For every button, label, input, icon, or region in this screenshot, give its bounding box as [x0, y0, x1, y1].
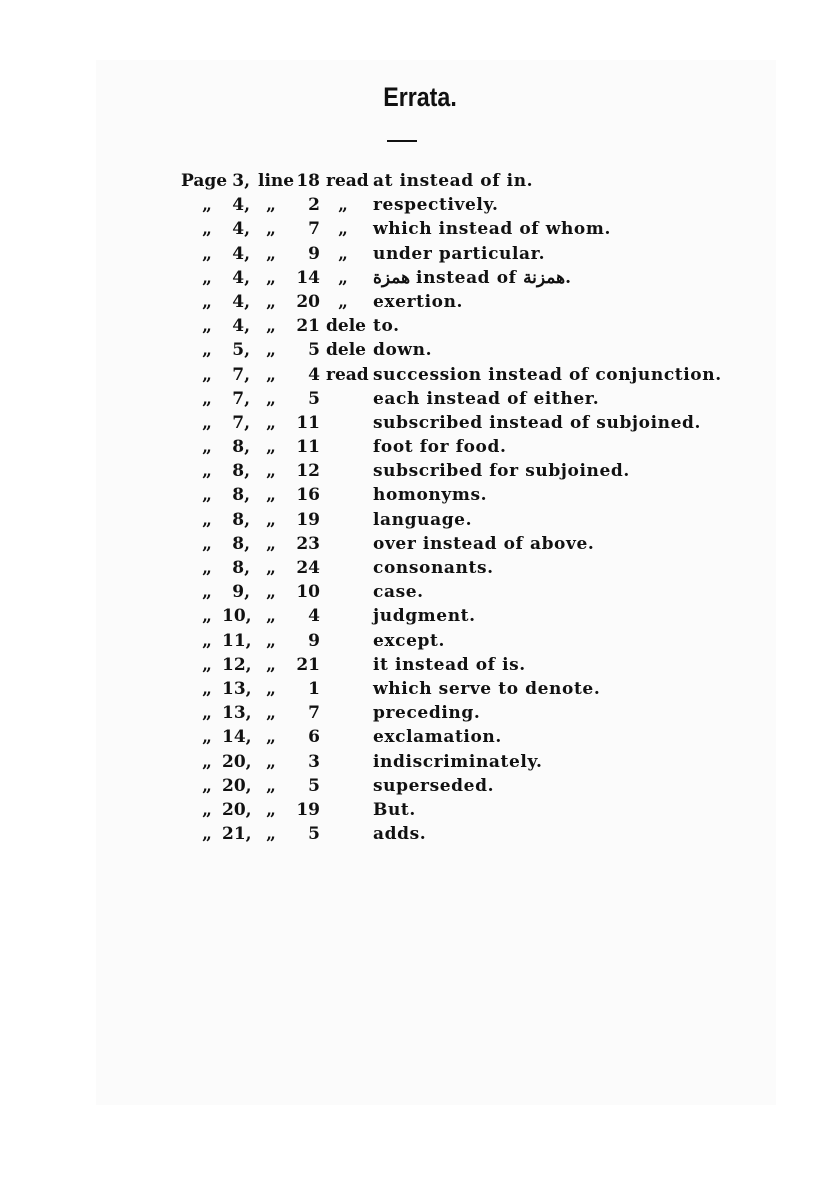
errata-page: 8,	[232, 485, 250, 506]
errata-text: subscribed for subjoined.	[373, 461, 630, 482]
errata-text: down.	[373, 340, 433, 361]
errata-action: read	[326, 171, 369, 191]
errata-ditto2: „	[266, 582, 276, 603]
errata-line: 11	[296, 412, 320, 433]
errata-text: subscribed instead of subjoined.	[373, 412, 702, 433]
errata-page: 20,	[222, 775, 252, 796]
errata-action: dele	[326, 340, 366, 361]
errata-ditto1: „	[202, 727, 212, 748]
errata-page: 7,	[232, 364, 250, 385]
errata-ditto1: „	[202, 195, 212, 216]
errata-text: at instead of in.	[373, 171, 534, 191]
errata-row	[0, 387, 840, 411]
errata-ditto1: „	[202, 437, 212, 458]
errata-line: 4	[308, 364, 320, 385]
errata-line: 11	[296, 437, 320, 458]
errata-row	[0, 338, 840, 362]
errata-row	[0, 604, 840, 628]
errata-ditto1: „	[202, 703, 212, 724]
errata-pagelabel: Page	[181, 171, 228, 191]
errata-ditto2: „	[266, 316, 276, 337]
errata-ditto1: „	[202, 388, 212, 409]
errata-ditto2: „	[266, 195, 276, 216]
errata-ditto1: „	[202, 751, 212, 772]
errata-row	[0, 266, 840, 290]
errata-text: case.	[373, 582, 424, 603]
errata-text: superseded.	[373, 775, 495, 796]
errata-ditto2: „	[266, 412, 276, 433]
errata-row	[0, 411, 840, 435]
errata-ditto3: „	[338, 219, 348, 240]
errata-row	[0, 193, 840, 217]
errata-ditto2: „	[266, 654, 276, 675]
errata-row	[0, 363, 840, 387]
errata-ditto1: „	[202, 558, 212, 578]
errata-text: which instead of whom.	[373, 219, 611, 240]
errata-text: adds.	[373, 824, 427, 845]
errata-ditto1: „	[202, 630, 212, 651]
errata-ditto1: „	[202, 799, 212, 820]
errata-ditto3: „	[338, 243, 348, 264]
errata-text: exertion.	[373, 291, 464, 312]
errata-ditto1: „	[202, 219, 212, 240]
errata-page: 7,	[232, 388, 250, 409]
errata-ditto3: „	[338, 291, 348, 312]
errata-line: 4	[308, 606, 320, 627]
errata-row	[0, 217, 840, 241]
errata-page: 4,	[232, 291, 250, 312]
errata-text: respectively.	[373, 195, 499, 216]
page-title: Errata.	[383, 82, 457, 112]
errata-text: consonants.	[373, 558, 494, 578]
errata-ditto2: „	[266, 340, 276, 361]
errata-ditto2: „	[266, 799, 276, 820]
errata-line: 5	[308, 388, 320, 409]
errata-line: 20	[296, 291, 320, 312]
errata-page: 20,	[222, 799, 252, 820]
errata-text: except.	[373, 630, 445, 651]
errata-ditto2: „	[266, 678, 276, 699]
errata-text: it instead of is.	[373, 654, 526, 675]
errata-line: 24	[296, 558, 320, 578]
errata-ditto3: „	[338, 195, 348, 216]
errata-page: 7,	[232, 412, 250, 433]
errata-ditto2: „	[266, 558, 276, 578]
errata-line: 3	[308, 751, 320, 772]
errata-ditto1: „	[202, 316, 212, 337]
errata-ditto2: „	[266, 219, 276, 240]
errata-row	[0, 435, 840, 459]
errata-ditto2: „	[266, 291, 276, 312]
errata-ditto2: „	[266, 461, 276, 482]
errata-text: which serve to denote.	[373, 678, 601, 699]
errata-page: 4,	[232, 195, 250, 216]
errata-page: 20,	[222, 751, 252, 772]
errata-line: 23	[296, 533, 320, 554]
errata-line: 5	[308, 775, 320, 796]
errata-ditto1: „	[202, 340, 212, 361]
errata-row	[0, 653, 840, 677]
errata-line: 18	[296, 171, 320, 191]
title-rule	[387, 140, 417, 142]
errata-ditto2: „	[266, 630, 276, 651]
errata-text: foot for food.	[373, 437, 507, 458]
errata-line: 10	[296, 582, 320, 603]
errata-ditto2: „	[266, 606, 276, 627]
errata-page: 11,	[222, 630, 252, 651]
errata-ditto2: „	[266, 703, 276, 724]
errata-ditto2: „	[266, 485, 276, 506]
errata-row	[0, 483, 840, 507]
errata-ditto1: „	[202, 364, 212, 385]
errata-ditto1: „	[202, 291, 212, 312]
errata-text: همزة instead of همزنة.	[373, 267, 572, 288]
errata-ditto1: „	[202, 775, 212, 796]
errata-page: 8,	[232, 558, 250, 578]
errata-text: under particular.	[373, 243, 546, 264]
errata-row	[0, 580, 840, 604]
errata-list	[0, 169, 840, 846]
errata-text: each instead of either.	[373, 388, 600, 409]
errata-action: dele	[326, 316, 366, 337]
errata-ditto1: „	[202, 509, 212, 530]
errata-page: 4,	[232, 316, 250, 337]
errata-text: succession instead of conjunction.	[373, 364, 722, 385]
errata-ditto2: „	[266, 824, 276, 845]
errata-page: 10,	[222, 606, 252, 627]
errata-page: 4,	[232, 243, 250, 264]
errata-row	[0, 459, 840, 483]
errata-row	[0, 701, 840, 725]
errata-page: 12,	[222, 654, 252, 675]
errata-ditto1: „	[202, 243, 212, 264]
errata-page: 4,	[232, 267, 250, 288]
errata-row	[0, 169, 840, 193]
errata-ditto1: „	[202, 654, 212, 675]
errata-row	[0, 798, 840, 822]
errata-ditto1: „	[202, 267, 212, 288]
errata-line: 7	[308, 219, 320, 240]
errata-page: 9,	[232, 582, 250, 603]
errata-page: 14,	[222, 727, 252, 748]
errata-row	[0, 556, 840, 580]
errata-ditto1: „	[202, 533, 212, 554]
errata-line: 21	[296, 654, 320, 675]
errata-line: 12	[296, 461, 320, 482]
errata-ditto2: „	[266, 509, 276, 530]
errata-page: 21,	[222, 824, 252, 845]
errata-ditto2: „	[266, 243, 276, 264]
errata-text: preceding.	[373, 703, 481, 724]
errata-row	[0, 822, 840, 846]
errata-action: read	[326, 364, 369, 385]
errata-row	[0, 725, 840, 749]
errata-ditto1: „	[202, 412, 212, 433]
errata-ditto2: „	[266, 727, 276, 748]
errata-ditto1: „	[202, 582, 212, 603]
errata-line: 5	[308, 824, 320, 845]
errata-line: 14	[296, 267, 320, 288]
errata-ditto1: „	[202, 461, 212, 482]
errata-line: 2	[308, 195, 320, 216]
errata-line: 6	[308, 727, 320, 748]
errata-ditto3: „	[338, 267, 348, 288]
errata-ditto1: „	[202, 606, 212, 627]
errata-line: 1	[308, 678, 320, 699]
errata-ditto2: „	[266, 775, 276, 796]
errata-page: 8,	[232, 533, 250, 554]
errata-text: judgment.	[373, 606, 476, 627]
errata-ditto2: „	[266, 751, 276, 772]
errata-page: 8,	[232, 437, 250, 458]
errata-line: 21	[296, 316, 320, 337]
errata-ditto1: „	[202, 824, 212, 845]
errata-ditto2: „	[266, 388, 276, 409]
errata-line: 5	[308, 340, 320, 361]
errata-text: language.	[373, 509, 473, 530]
errata-line: 19	[296, 509, 320, 530]
errata-row	[0, 532, 840, 556]
errata-text: But.	[373, 799, 416, 820]
errata-row	[0, 677, 840, 701]
errata-line: 19	[296, 799, 320, 820]
errata-row	[0, 314, 840, 338]
errata-page: 3,	[232, 171, 250, 191]
errata-row	[0, 750, 840, 774]
errata-page: 5,	[232, 340, 250, 361]
errata-page: 8,	[232, 461, 250, 482]
errata-line: 16	[296, 485, 320, 506]
errata-text: indiscriminately.	[373, 751, 543, 772]
errata-row	[0, 290, 840, 314]
errata-linelabel: line	[258, 171, 295, 191]
errata-ditto1: „	[202, 485, 212, 506]
errata-row	[0, 629, 840, 653]
errata-page: 8,	[232, 509, 250, 530]
errata-text: to.	[373, 316, 400, 337]
errata-text: over instead of above.	[373, 533, 595, 554]
errata-line: 9	[308, 243, 320, 264]
errata-ditto2: „	[266, 364, 276, 385]
errata-page: 13,	[222, 703, 252, 724]
errata-page: 4,	[232, 219, 250, 240]
errata-ditto1: „	[202, 678, 212, 699]
errata-page: 13,	[222, 678, 252, 699]
errata-ditto2: „	[266, 533, 276, 554]
errata-text: homonyms.	[373, 485, 488, 506]
errata-ditto2: „	[266, 437, 276, 458]
errata-line: 7	[308, 703, 320, 724]
errata-row	[0, 242, 840, 266]
errata-line: 9	[308, 630, 320, 651]
errata-row	[0, 774, 840, 798]
errata-row	[0, 508, 840, 532]
errata-ditto2: „	[266, 267, 276, 288]
errata-text: exclamation.	[373, 727, 502, 748]
